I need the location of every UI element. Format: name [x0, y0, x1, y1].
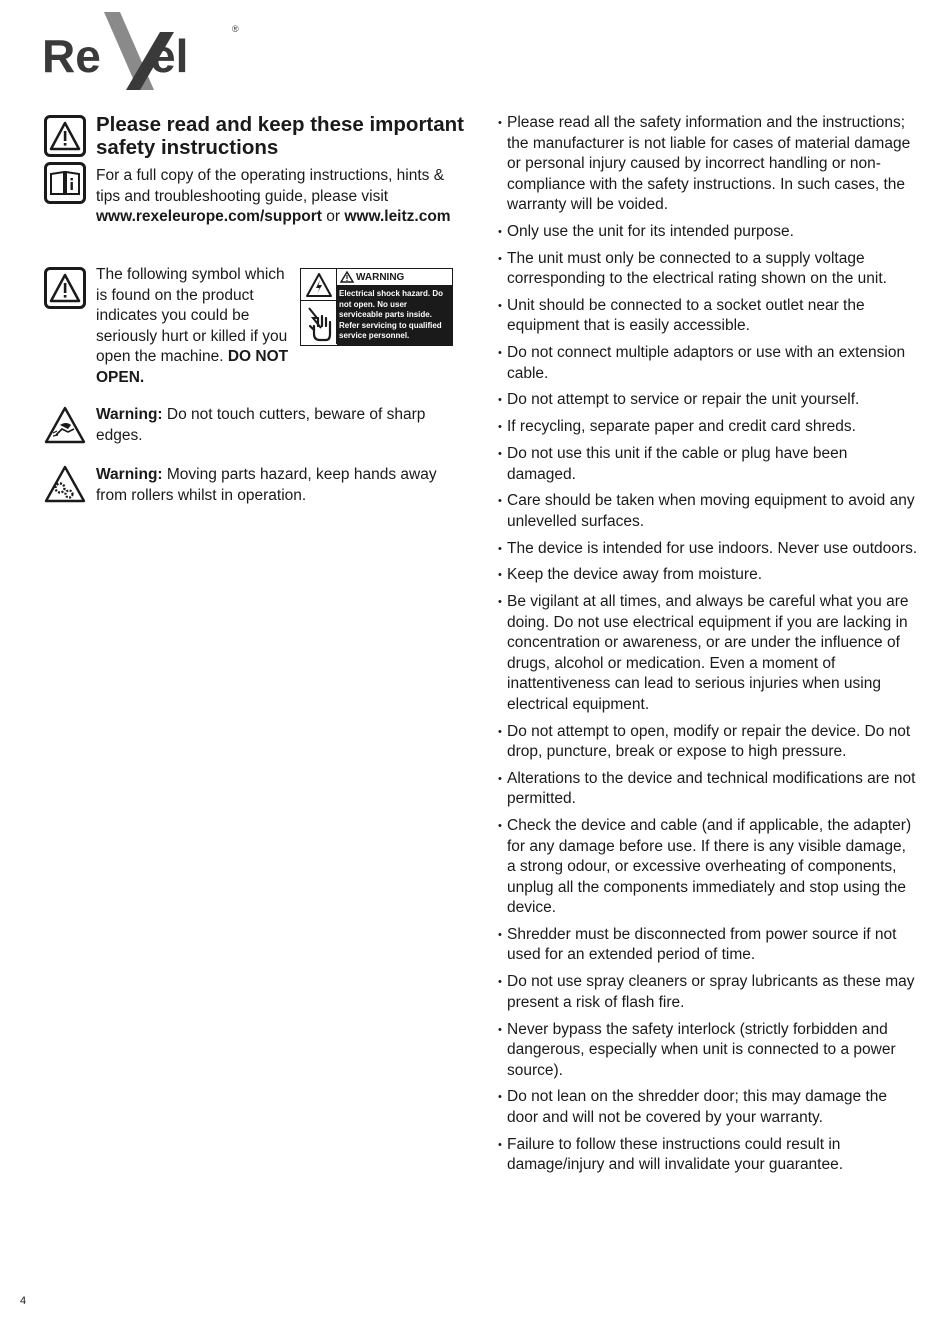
list-item: • Do not use this unit if the cable or plug have been damaged. [498, 444, 918, 485]
moving-parts-warning [96, 465, 456, 506]
read-manual-icon [44, 162, 86, 204]
cutter-warning [96, 405, 456, 446]
electrical-warning-label [300, 268, 453, 346]
symbol-note-text: The following symbol which is found on the product indicates you could be seriously hurt or killed if you open the machine. [96, 266, 288, 365]
moving-parts-text: Moving parts hazard, keep hands away from rollers whilst in operation. [96, 466, 437, 504]
list-item: • Failure to follow these instructions could result in damage/injury and will invalidate your guarantee. [498, 1135, 918, 1176]
intro-text: For a full copy of the operating instructions, hints & tips and troubleshooting guide, please visit [96, 167, 445, 205]
list-item: • Do not attempt to open, modify or repair the device. Do not drop, puncture, break or expose to high pressure. [498, 722, 918, 763]
moving-parts-label: Warning: [96, 466, 163, 483]
support-link[interactable]: www.rexeleurope.com/support [96, 208, 322, 225]
label-title: WARNING [356, 271, 405, 283]
page-title: Please read and keep these important safety instructions [96, 113, 464, 159]
list-item: • Be vigilant at all times, and always be careful what you are doing. Do not use electrical equipment if you are lacking in concentration or awareness, or are under the influence of drugs, alcohol or medication. Even a moment of inattentiveness can lead to serious injuries when using electrical equipment. [498, 592, 918, 715]
sharp-cutters-icon [44, 405, 86, 445]
brand-logo [42, 10, 239, 92]
list-item: • Do not attempt to service or repair the unit yourself. [498, 390, 918, 411]
cutter-warning-label: Warning: [96, 406, 163, 423]
label-icon-column [301, 269, 337, 344]
warning-triangle-icon [44, 267, 86, 309]
symbol-note [96, 265, 296, 388]
list-item: • Do not lean on the shredder door; this may damage the door and will not be covered by your warranty. [498, 1087, 918, 1128]
label-header [337, 269, 452, 286]
do-not-open-text: DO NOT OPEN. [96, 348, 289, 386]
moving-parts-icon [44, 464, 86, 504]
list-item: • If recycling, separate paper and credit card shreds. [498, 417, 918, 438]
list-item: • Do not use spray cleaners or spray lubricants as these may present a risk of flash fire. [498, 972, 918, 1013]
hand-shock-icon [301, 301, 336, 344]
warning-triangle-icon [44, 115, 86, 157]
list-item: • The device is intended for use indoors. Never use outdoors. [498, 539, 918, 560]
list-item: • Alterations to the device and technical modifications are not permitted. [498, 769, 918, 810]
list-item: • Keep the device away from moisture. [498, 565, 918, 586]
intro-or: or [321, 208, 345, 225]
list-item: • Care should be taken when moving equipment to avoid any unlevelled surfaces. [498, 491, 918, 532]
list-item: • Only use the unit for its intended purpose. [498, 222, 918, 243]
cutter-warning-text: Do not touch cutters, beware of sharp edges. [96, 406, 426, 444]
intro-paragraph [96, 166, 456, 228]
list-item: • Do not connect multiple adaptors or use with an extension cable. [498, 343, 918, 384]
list-item: • Never bypass the safety interlock (strictly forbidden and dangerous, especially when unit is connected to a power source). [498, 1020, 918, 1082]
svg-text:Re: Re [42, 30, 101, 82]
label-warning-icon [340, 271, 354, 283]
page-number: 4 [20, 1295, 27, 1307]
leitz-link[interactable]: www.leitz.com [344, 208, 451, 225]
svg-text:el: el [150, 30, 189, 82]
label-body: Electrical shock hazard. Do not open. No user serviceable parts inside. Refer servicing to qualified service personnel. [337, 286, 452, 345]
list-item: • Unit should be connected to a socket outlet near the equipment that is easily accessible. [498, 296, 918, 337]
logo-wordmark [42, 10, 242, 92]
safety-list [498, 113, 918, 1182]
list-item: • Please read all the safety information and the instructions; the manufacturer is not liable for cases of material damage or personal injury caused by incorrect handling or non-compliance with the safety instructions. In such cases, the warranty will be voided. [498, 113, 918, 216]
list-item: • Shredder must be disconnected from power source if not used for an extended period of time. [498, 925, 918, 966]
list-item: • Check the device and cable (and if applicable, the adapter) for any damage before use. If there is any visible damage, a strong odour, or excessive overheating of components, unplug all the components immediately and stop using the device. [498, 816, 918, 919]
registered-mark: ® [232, 24, 239, 34]
shock-triangle-icon [301, 269, 336, 301]
list-item: • The unit must only be connected to a supply voltage corresponding to the electrical rating shown on the unit. [498, 249, 918, 290]
